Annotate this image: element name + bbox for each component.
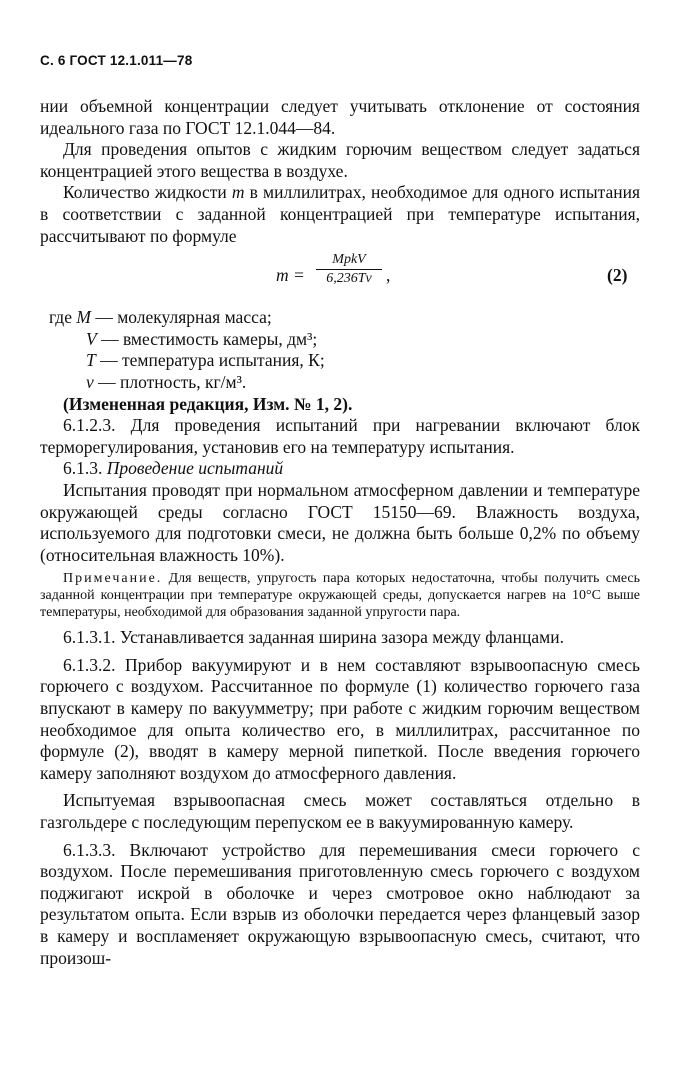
section-6-1-3-2: 6.1.3.2. Прибор вакуумируют и в нем составляют взрывоопасную смесь горючего с воздухом. Рассчитанное по формуле (1) количество горючего газа впускают в камеру по вакуумметру; при работе с жидким горючим веществом необходимое для опыта количество его, в миллилитрах, рассчитанное по формуле (2), вводят в камеру мерной пипеткой. После введения горючего камеру заполняют воздухом до атмосферного давления. [40,654,640,783]
symbol-nu: ν [86,371,94,392]
note-paragraph [40,570,640,621]
symbol-V: V [86,328,97,349]
section-number: 6.1.3. [63,458,107,479]
symbol-M: M [76,307,91,328]
formula-numerator: MpkV [316,251,382,270]
section-6-1-3-3: 6.1.3.3. Включают устройство для перемешивания смеси горючего с воздухом. После перемешивания приготовленную смесь горючего с воздухом поджигают искрой в оболочке и через смотровое окно наблюдают за результатом опыта. Если взрыв из оболочки передается через фланцевый зазор в камеру и воспламеняет окружающую взрывоопасную смесь, считают, что произош- [40,839,640,968]
page-body [40,96,640,969]
where-line [86,329,640,351]
symbol-T: T [86,350,96,371]
where-lead: где [49,307,72,328]
text-fragment: в миллилитрах, необходимое для одного испытания в соответствии с заданной концентрацией при температуре испытания, рассчитывают по формуле [40,182,641,246]
section-6-1-3-1: 6.1.3.1. Устанавливается заданная ширина зазора между фланцами. [63,627,564,648]
note-text: Для веществ, упругость пара которых недостаточна, чтобы получить смесь заданной концентрации при температуре окружающей среды, допускается нагрев на 10°С выше температуры, необходимой для образования заданной упругости пара. [40,571,640,621]
paragraph-liquid-quantity [40,182,640,247]
paragraph-liquid-fuel: Для проведения опытов с жидким горючим веществом следует задаться концентрацией этого вещества в воздухе. [40,139,640,181]
where-line [86,372,640,394]
section-6-1-3-heading [40,458,640,480]
text-fragment: Количество жидкости [63,182,232,203]
symbol-M-definition: — молекулярная масса; [90,307,272,328]
formula-fraction [316,251,382,287]
running-header: С. 6 ГОСТ 12.1.011—78 [40,53,193,68]
where-line [86,350,640,372]
section-6-1-2-3: 6.1.2.3. Для проведения испытаний при нагревании включают блок терморегулирования, установив его на температуру испытания. [40,415,640,457]
symbol-nu-definition: — плотность, кг/м³. [93,371,247,392]
variable-m: m [231,182,245,203]
revision-note: (Измененная редакция, Изм. № 1, 2). [63,393,353,414]
symbol-V-definition: — вместимость камеры, дм³; [96,328,318,349]
note-label: Примечание. [63,571,163,587]
formula-comma: , [386,265,391,286]
formula-lhs: m = [276,265,305,286]
paragraph-continuation: нии объемной концентрации следует учитывать отклонение от состояния идеального газа по ГОСТ 12.1.044—84. [40,96,640,138]
formula-2 [40,249,640,307]
section-6-1-3-2-continued: Испытуемая взрывоопасная смесь может составляться отдельно в газгольдере с последующим перепуском ее в вакуумированную камеру. [40,790,640,833]
equation-number: (2) [607,265,628,286]
formula-denominator: 6,236Tν [326,271,372,287]
section-title: Проведение испытаний [106,458,284,479]
where-line [49,307,640,329]
section-6-1-3-text: Испытания проводят при нормальном атмосферном давлении и температуре окружающей среды согласно ГОСТ 15150—69. Влажность воздуха, используемого для подготовки смеси, не должна быть больше 0,2% по объему (относительная влажность 10%). [40,479,640,565]
symbol-T-definition: — температура испытания, К; [95,350,325,371]
